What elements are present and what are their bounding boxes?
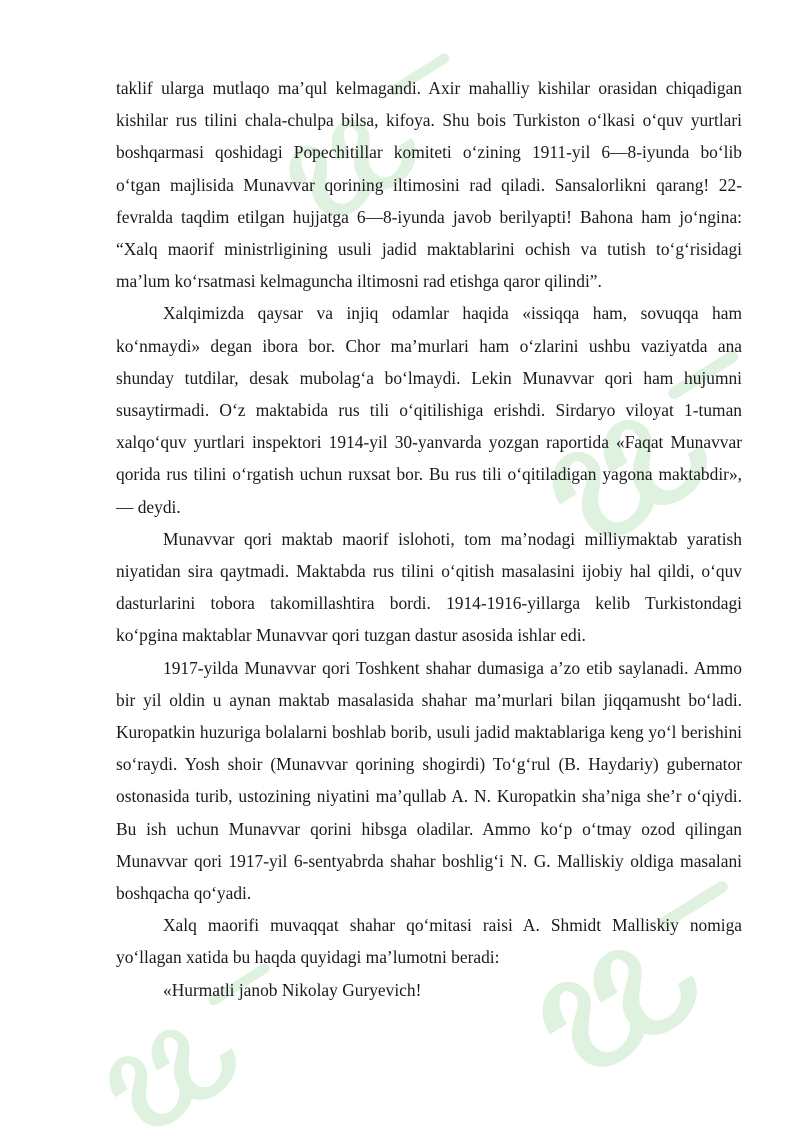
paragraph: taklif ularga mutlaqo ma’qul kelmagandi. Axir mahalliy kishilar orasidan chiqadigan kishilar rus tilini chala-chulpa bilsa, kifoya. Shu bois Turkiston o‘lkasi o‘quv yurtlari boshqarmasi qoshidagi Popechitillar komiteti o‘zining 1911-yil 6—8-iyunda bo‘lib o‘tgan majlisida Munavvar qorining iltimosini rad qiladi. Sansalorlikni qarang! 22-fevralda taqdim etilgan hujjatga 6—8-iyunda javob berilyapti! Bahona ham jo‘ngina: “Xalq maorif ministrligining usuli jadid maktablarini ochish va tutish to‘g‘risidagi ma’lum ko‘rsatmasi kelmaguncha iltimosni rad etishga qaror qilindi”.: [116, 78, 742, 292]
document-body: [116, 72, 742, 1006]
paragraph: Xalq maorifi muvaqqat shahar qo‘mitasi raisi A. Shmidt Malliskiy nomiga yo‘llagan xatida bu haqda quyidagi ma’lumotni beradi:: [116, 915, 742, 968]
letter-salutation: «Hurmatli janob Nikolay Guryevich!: [163, 979, 422, 1000]
paragraph: Xalqimizda qaysar va injiq odamlar haqida «issiqqa ham, sovuqqa ham ko‘nmaydi» degan ibora bor. Chor ma’murlari ham o‘zlarini ushbu vaziyatda ana shunday tutdilar, desak mubolag‘a bo‘lmaydi. Lekin Munavvar qori ham hujumni susaytirmadi. O‘z maktabida rus tili o‘qitilishiga erishdi. Sirdaryo viloyat 1-tuman xalqo‘quv yurtlari inspektori 1914-yil 30-yanvarda yozgan raportida «Faqat Munavvar qorida rus tilini o‘rgatish uchun ruxsat bor. Bu rus tili o‘qitiladigan yagona maktabdir», — deydi.: [116, 303, 742, 517]
paragraph: Munavvar qori maktab maorif islohoti, tom ma’nodagi milliymaktab yaratish niyatidan sira qaytmadi. Maktabda rus tilini o‘qitish masalasini ijobiy hal qildi, o‘quv dasturlarini tobora takomillashtira bordi. 1914-1916-yillarga kelib Turkistondagi ko‘pgina maktablar Munavvar qori tuzgan dastur asosida ishlar edi.: [116, 528, 742, 646]
paragraph: 1917-yilda Munavvar qori Toshkent shahar dumasiga a’zo etib saylanadi. Ammo bir yil oldin u aynan maktab masalasida shahar ma’murlari bilan jiqqamusht bo‘ladi. Kuropatkin huzuriga bolalarni boshlab borib, usuli jadid maktablariga keng yo‘l berishini so‘raydi. Yosh shoir (Munavvar qorining shogirdi) To‘g‘rul (B. Haydariy) gubernator ostonasida turib, ustozining niyatini ma’qullab A. N. Kuropatkin sha’niga she’r o‘qiydi. Bu ish uchun Munavvar qorini hibsga oladilar. Ammo ko‘p o‘tmay ozod qilingan Munavvar qori 1917-yil 6-sentyabrda shahar boshlig‘i N. G. Malliskiy oldiga masalani boshqacha qo‘yadi.: [116, 657, 742, 904]
